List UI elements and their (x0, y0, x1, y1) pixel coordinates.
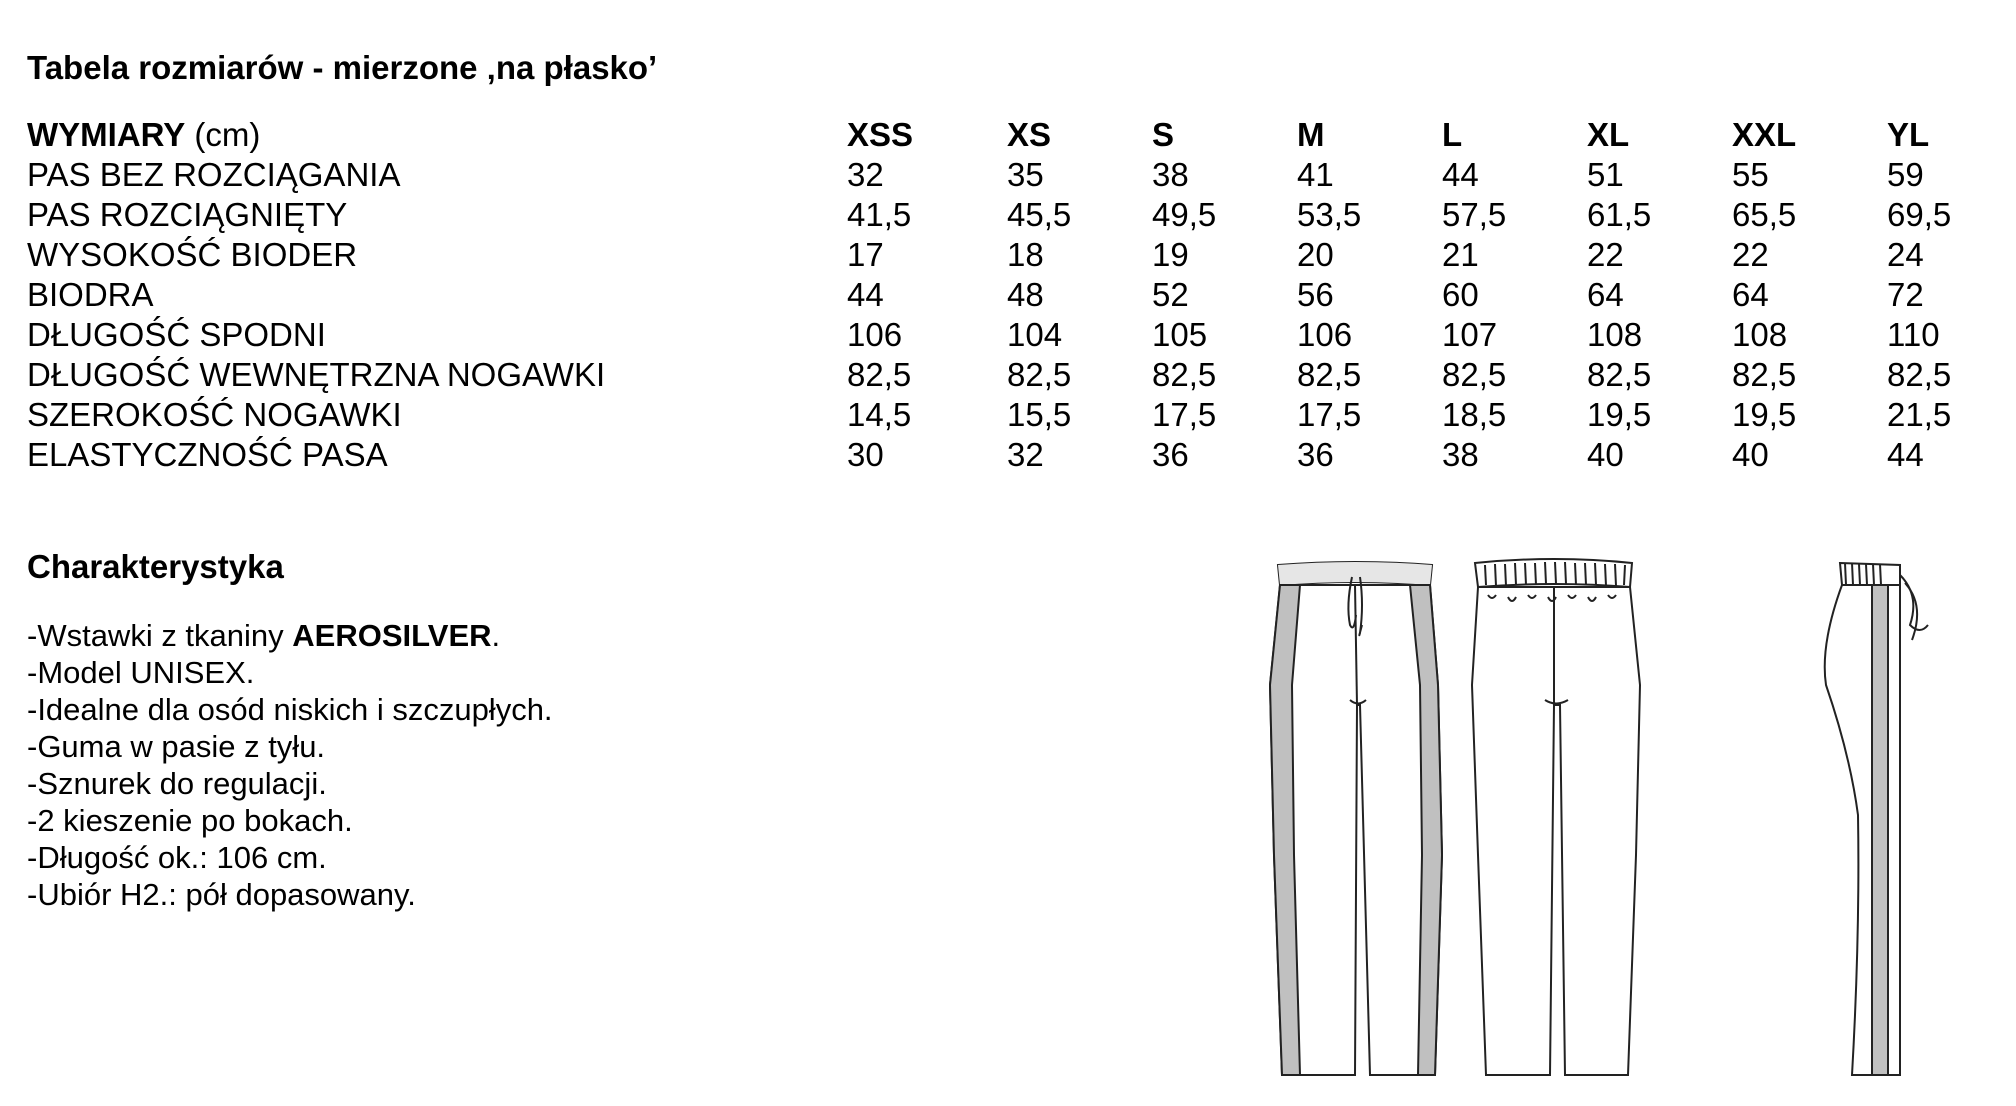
table-row (27, 355, 1987, 395)
row-label: WYSOKOŚĆ BIODER (27, 236, 358, 273)
side-view-drawing (1825, 563, 1928, 1075)
size-table (27, 115, 1987, 475)
header-label-bold: WYMIARY (27, 116, 186, 153)
front-view-drawing (1270, 562, 1442, 1075)
table-cell: 18,5 (1442, 396, 1507, 433)
table-cell: 56 (1297, 276, 1334, 313)
size-header: S (1152, 116, 1175, 153)
feature-item (27, 839, 927, 876)
table-cell: 64 (1587, 276, 1624, 313)
table-cell: 22 (1732, 236, 1769, 273)
header-label-unit: (cm) (185, 116, 261, 153)
row-label: DŁUGOŚĆ WEWNĘTRZNA NOGAWKI (27, 356, 606, 393)
table-cell: 41,5 (847, 196, 912, 233)
table-cell: 82,5 (1442, 356, 1507, 393)
table-cell: 82,5 (1732, 356, 1797, 393)
size-header: XL (1587, 116, 1630, 153)
table-cell: 53,5 (1297, 196, 1362, 233)
table-cell: 69,5 (1887, 196, 1952, 233)
table-cell: 35 (1007, 156, 1044, 193)
table-cell: 55 (1732, 156, 1769, 193)
feature-item (27, 876, 927, 913)
table-cell: 82,5 (847, 356, 912, 393)
table-row (27, 275, 1987, 315)
feature-text: -Idealne dla osód niskich i szczupłych. (27, 692, 553, 727)
feature-text: -Ubiór H2.: pół dopasowany. (27, 877, 416, 912)
table-cell: 105 (1152, 316, 1208, 353)
feature-text: -2 kieszenie po bokach. (27, 803, 353, 838)
table-cell: 24 (1887, 236, 1924, 273)
feature-suffix: . (491, 618, 501, 653)
table-cell: 18 (1007, 236, 1044, 273)
table-cell: 82,5 (1587, 356, 1652, 393)
table-cell: 110 (1887, 316, 1940, 353)
feature-text: -Wstawki z tkaniny (27, 618, 293, 653)
table-cell: 57,5 (1442, 196, 1507, 233)
size-header: YL (1887, 116, 1930, 153)
feature-item (27, 654, 927, 691)
row-label: ELASTYCZNOŚĆ PASA (27, 436, 388, 473)
table-cell: 20 (1297, 236, 1334, 273)
table-cell: 44 (1887, 436, 1924, 473)
feature-item (27, 691, 927, 728)
table-cell: 19 (1152, 236, 1189, 273)
table-cell: 82,5 (1887, 356, 1952, 393)
table-cell: 17,5 (1297, 396, 1362, 433)
table-cell: 15,5 (1007, 396, 1072, 433)
size-header: L (1442, 116, 1463, 153)
table-body (27, 155, 1987, 475)
table-cell: 104 (1007, 316, 1063, 353)
table-cell: 82,5 (1297, 356, 1362, 393)
table-cell: 65,5 (1732, 196, 1797, 233)
table-row (27, 155, 1987, 195)
table-cell: 59 (1887, 156, 1924, 193)
pants-technical-drawing (1260, 555, 1960, 1095)
table-cell: 36 (1297, 436, 1334, 473)
table-cell: 108 (1732, 316, 1788, 353)
table-cell: 106 (847, 316, 903, 353)
table-cell: 61,5 (1587, 196, 1652, 233)
table-row (27, 195, 1987, 235)
table-cell: 82,5 (1152, 356, 1217, 393)
table-cell: 49,5 (1152, 196, 1217, 233)
table-row (27, 435, 1987, 475)
table-cell: 19,5 (1587, 396, 1652, 433)
table-cell: 19,5 (1732, 396, 1797, 433)
feature-text: -Model UNISEX. (27, 655, 255, 690)
table-cell: 44 (1442, 156, 1479, 193)
table-cell: 38 (1152, 156, 1189, 193)
table-cell: 51 (1587, 156, 1624, 193)
feature-item (27, 728, 927, 765)
feature-item (27, 617, 927, 654)
feature-text: -Sznurek do regulacji. (27, 766, 327, 801)
back-view-drawing (1472, 559, 1640, 1075)
table-cell: 72 (1887, 276, 1924, 313)
table-cell: 36 (1152, 436, 1189, 473)
table-row (27, 395, 1987, 435)
table-cell: 40 (1587, 436, 1624, 473)
feature-item (27, 765, 927, 802)
table-cell: 60 (1442, 276, 1479, 313)
feature-text: -Guma w pasie z tyłu. (27, 729, 326, 764)
size-header: XXL (1732, 116, 1797, 153)
table-row (27, 235, 1987, 275)
size-header: M (1297, 116, 1325, 153)
table-cell: 17,5 (1152, 396, 1217, 433)
table-cell: 21,5 (1887, 396, 1952, 433)
table-cell: 48 (1007, 276, 1044, 313)
page-title: Tabela rozmiarów - mierzone ‚na płasko’ (27, 49, 658, 86)
features-list (27, 617, 927, 913)
features-title: Charakterystyka (27, 548, 284, 585)
table-cell: 107 (1442, 316, 1498, 353)
table-header-row (27, 115, 1987, 155)
table-cell: 40 (1732, 436, 1769, 473)
table-cell: 14,5 (847, 396, 912, 433)
table-cell: 32 (1007, 436, 1044, 473)
table-cell: 30 (847, 436, 884, 473)
size-header: XSS (847, 116, 914, 153)
table-cell: 17 (847, 236, 884, 273)
table-row (27, 315, 1987, 355)
row-label: BIODRA (27, 276, 154, 313)
table-cell: 106 (1297, 316, 1353, 353)
row-label: PAS BEZ ROZCIĄGANIA (27, 156, 401, 193)
table-cell: 44 (847, 276, 884, 313)
table-cell: 108 (1587, 316, 1643, 353)
table-cell: 52 (1152, 276, 1189, 313)
row-label: DŁUGOŚĆ SPODNI (27, 316, 326, 353)
table-cell: 21 (1442, 236, 1479, 273)
table-cell: 38 (1442, 436, 1479, 473)
feature-item (27, 802, 927, 839)
garment-drawings (1260, 555, 1960, 1095)
table-cell: 64 (1732, 276, 1769, 313)
row-label: PAS ROZCIĄGNIĘTY (27, 196, 348, 233)
table-cell: 45,5 (1007, 196, 1072, 233)
table-cell: 22 (1587, 236, 1624, 273)
row-label: SZEROKOŚĆ NOGAWKI (27, 396, 402, 433)
size-header: XS (1007, 116, 1052, 153)
table-header-label (27, 115, 260, 155)
feature-text: -Długość ok.: 106 cm. (27, 840, 327, 875)
table-cell: 41 (1297, 156, 1334, 193)
feature-bold-text: AEROSILVER (292, 618, 492, 653)
table-cell: 32 (847, 156, 884, 193)
table-cell: 82,5 (1007, 356, 1072, 393)
